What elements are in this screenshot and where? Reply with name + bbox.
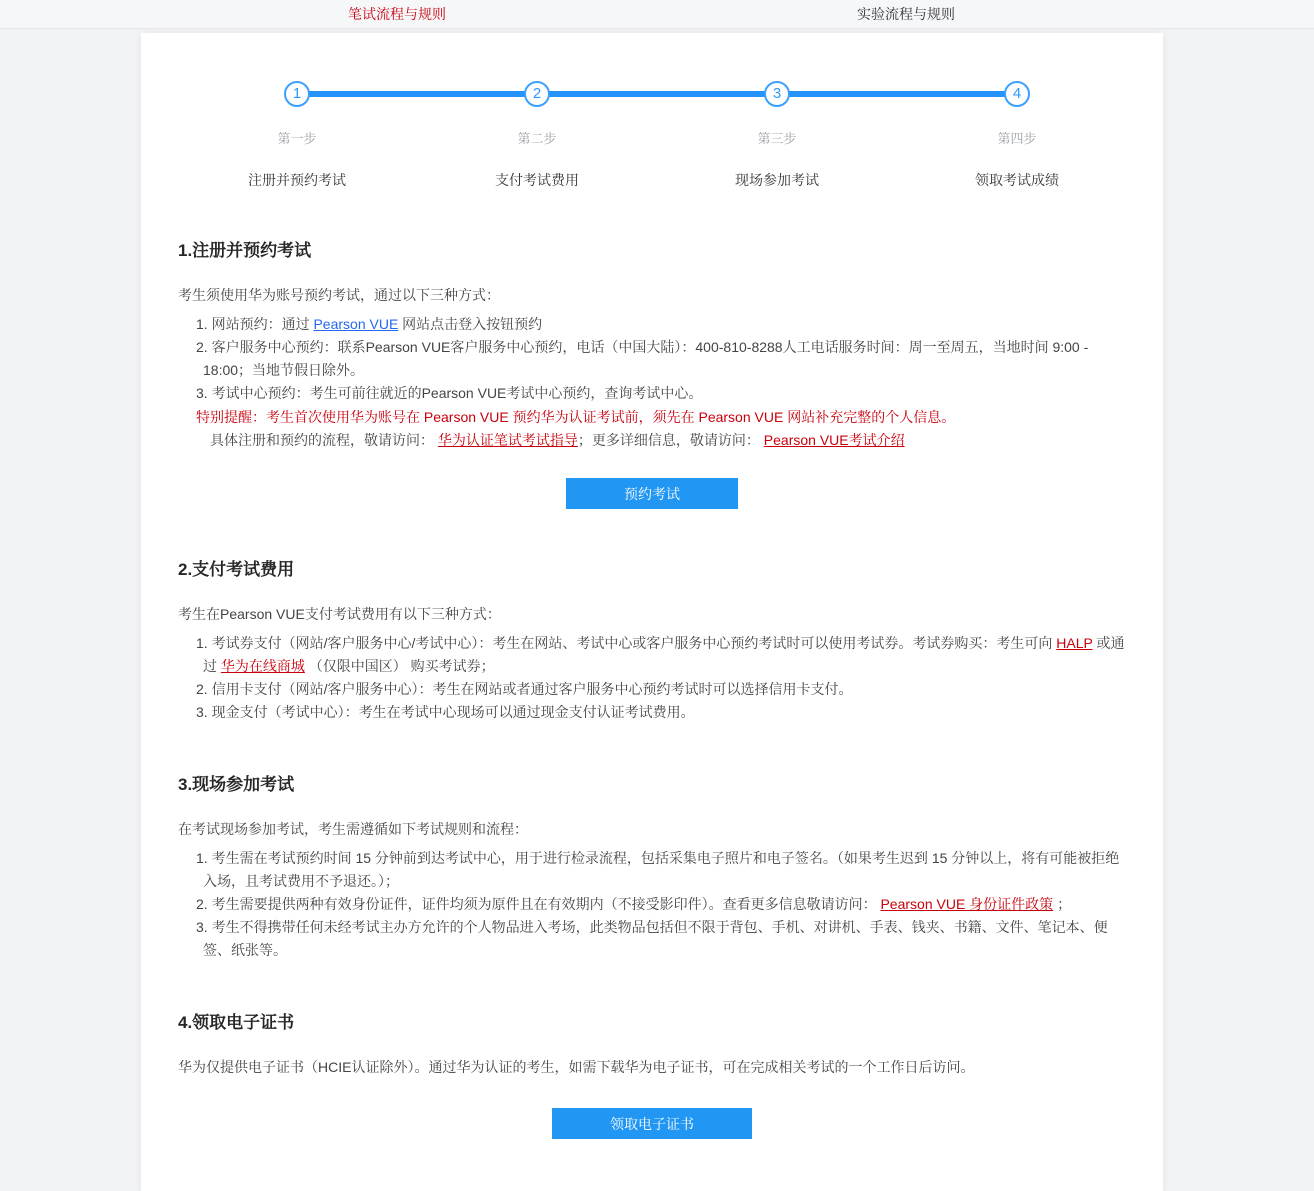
section-3-list: [178, 847, 1126, 962]
list-item-text: （仅限中国区） 购买考试券；: [304, 658, 495, 674]
section-3-intro: 在考试现场参加考试，考生需遵循如下考试规则和流程：: [178, 821, 528, 837]
section-1-intro: 考生须使用华为账号预约考试，通过以下三种方式：: [178, 287, 500, 303]
step-1-name: 注册并预约考试: [248, 172, 346, 188]
step-4-label: 第四步: [997, 131, 1037, 146]
list-item: [196, 893, 1126, 916]
step-4-circle: 4: [1004, 81, 1030, 107]
step-2-circle: 2: [524, 81, 550, 107]
step-1-label: 第一步: [277, 131, 317, 146]
halp-link[interactable]: HALP: [1056, 635, 1093, 651]
get-ecert-button[interactable]: 领取电子证书: [552, 1108, 752, 1139]
step-2-name: 支付考试费用: [495, 172, 579, 188]
pearson-vue-exam-intro-link[interactable]: Pearson VUE考试介绍: [763, 432, 905, 448]
tab-lab-exam-rules[interactable]: 实验流程与规则: [857, 6, 955, 22]
section-1-title: 1.注册并预约考试: [178, 241, 312, 260]
section-3-title: 3.现场参加考试: [178, 775, 295, 794]
step-3: [657, 81, 897, 190]
step-4-name: 领取考试成绩: [975, 172, 1059, 188]
list-item: [196, 632, 1126, 678]
section-4-title: 4.领取电子证书: [178, 1013, 295, 1032]
list-item-text: 或通过: [203, 635, 1125, 674]
section-1-list: [178, 313, 1126, 405]
step-1: [177, 81, 417, 190]
registration-guide-line: [210, 429, 1126, 452]
section-2-intro: 考生在Pearson VUE支付考试费用有以下三种方式：: [178, 606, 501, 622]
list-item-text: ；: [1053, 896, 1072, 912]
list-item: 考生不得携带任何未经考试主办方允许的个人物品进入考场，此类物品包括但不限于背包、手机、对讲机、手表、钱夹、书籍、文件、笔记本、便签、纸张等。: [203, 919, 1108, 958]
pearson-vue-link[interactable]: Pearson VUE: [313, 316, 399, 332]
hw-written-exam-guide-link[interactable]: 华为认证笔试考试指导: [437, 432, 578, 448]
page-content: [141, 236, 1163, 1139]
section-2-list: [178, 632, 1126, 724]
guide-text: 具体注册和预约的流程，敬请访问：: [210, 432, 438, 448]
step-3-label: 第三步: [757, 131, 797, 146]
step-3-circle: 3: [764, 81, 790, 107]
pearson-vue-id-policy-link[interactable]: Pearson VUE 身份证件政策: [880, 896, 1054, 912]
guide-text: ；更多详细信息，敬请访问：: [577, 432, 764, 448]
tab-written-exam-rules[interactable]: 笔试流程与规则: [348, 6, 446, 22]
list-item: 考试中心预约：考生可前往就近的Pearson VUE考试中心预约，查询考试中心。: [211, 385, 703, 401]
section-2-title: 2.支付考试费用: [178, 560, 295, 579]
list-item-text: 网站预约：通过: [211, 316, 314, 332]
list-item: 考生需在考试预约时间 15 分钟前到达考试中心，用于进行检录流程，包括采集电子照片和电子签名。（如果考生迟到 15 分钟以上，将有可能被拒绝入场，且考试费用不予退还。）；: [203, 850, 1120, 889]
step-2: [417, 81, 657, 190]
step-3-name: 现场参加考试: [735, 172, 819, 188]
exam-steps-progress: [177, 81, 1137, 190]
main-card: [141, 33, 1163, 1191]
list-item: 客户服务中心预约：联系Pearson VUE客户服务中心预约，电话（中国大陆）：400-810-8288人工电话服务时间：周一至周五，当地时间 9:00 - 18:00；当地节假日除外。: [203, 339, 1089, 378]
special-reminder-text: 特别提醒：考生首次使用华为账号在 Pearson VUE 预约华为认证考试前，须先在 Pearson VUE 网站补充完整的个人信息。: [196, 409, 956, 425]
list-item: 现金支付（考试中心）：考生在考试中心现场可以通过现金支付认证考试费用。: [211, 704, 695, 720]
huawei-online-store-link[interactable]: 华为在线商城: [220, 658, 305, 674]
step-1-circle: 1: [284, 81, 310, 107]
section-4-intro: 华为仅提供电子证书（HCIE认证除外）。通过华为认证的考生，如需下载华为电子证书，可在完成相关考试的一个工作日后访问。: [178, 1059, 975, 1075]
list-item-text: 考生需要提供两种有效身份证件，证件均须为原件且在有效期内（不接受影印件）。查看更多信息敬请访问：: [211, 896, 881, 912]
list-item: 信用卡支付（网站/客户服务中心）：考生在网站或者通过客户服务中心预约考试时可以选择信用卡支付。: [211, 681, 853, 697]
list-item: [196, 313, 1126, 336]
step-4: [897, 81, 1137, 190]
step-2-label: 第二步: [517, 131, 557, 146]
list-item-text: 网站点击登入按钮预约: [398, 316, 543, 332]
top-tab-bar: [0, 0, 1314, 29]
list-item-text: 考试券支付（网站/客户服务中心/考试中心）：考生在网站、考试中心或客户服务中心预约考试时可以使用考试券。考试券购买：考生可向: [211, 635, 1057, 651]
book-exam-button[interactable]: 预约考试: [566, 478, 738, 509]
